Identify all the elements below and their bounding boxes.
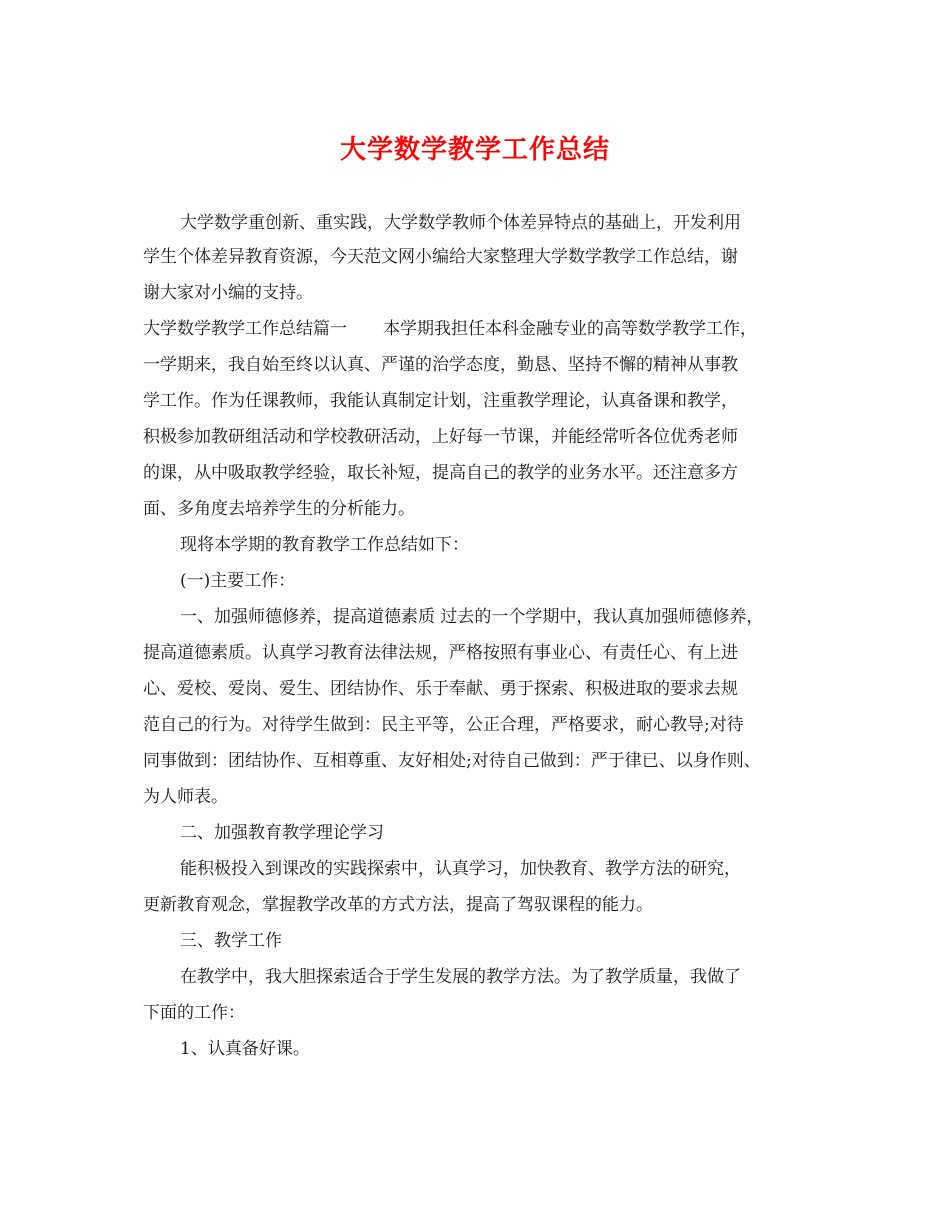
paragraph-line: 一、加强师德修养，提高道德素质 过去的一个学期中，我认真加强师德修养， (180, 607, 764, 627)
paragraph-line: 更新教育观念，掌握教学改革的方式方法，提高了驾驭课程的能力。 (143, 895, 653, 915)
paragraph-line: 同事做到：团结协作、互相尊重、友好相处;对待自己做到：严于律已、以身作则、 (143, 751, 761, 771)
section-heading: 大学数学教学工作总结篇一 (143, 319, 347, 339)
subheading-line: (一)主要工作： (180, 571, 296, 591)
paragraph-line: 的课，从中吸取教学经验，取长补短，提高自己的教学的业务水平。还注意多方 (143, 463, 738, 483)
subheading-line: 三、教学工作 (180, 931, 282, 951)
paragraph-line: 下面的工作： (143, 1003, 245, 1023)
paragraph-line: 提高道德素质。认真学习教育法律法规，严格按照有事业心、有责任心、有上进 (143, 643, 738, 663)
paragraph-line: 学工作。作为任课教师，我能认真制定计划，注重教学理论，认真备课和教学， (143, 391, 738, 411)
paragraph-line: 在教学中，我大胆探索适合于学生发展的教学方法。为了教学质量，我做了 (180, 967, 741, 987)
paragraph-line: 能积极投入到课改的实践探索中，认真学习，加快教育、教学方法的研究， (180, 859, 741, 879)
subheading-line: 二、加强教育教学理论学习 (180, 823, 384, 843)
list-item: 1、认真备好课。 (180, 1039, 310, 1059)
paragraph-line: 现将本学期的教育教学工作总结如下： (180, 535, 469, 555)
document-title: 大学数学教学工作总结 (339, 135, 610, 165)
paragraph-line: 为人师表。 (143, 787, 228, 807)
paragraph-line: 范自己的行为。对待学生做到：民主平等，公正合理，严格要求，耐心教导;对待 (143, 715, 744, 735)
paragraph-line: 面、多角度去培养学生的分析能力。 (143, 499, 415, 519)
section-heading-line (143, 316, 757, 342)
paragraph-line: 积极参加教研组活动和学校教研活动，上好每一节课，并能经常听各位优秀老师 (143, 427, 738, 447)
paragraph-line: 一学期来，我自始至终以认真、严谨的治学态度，勤恳、坚持不懈的精神从事教 (143, 355, 738, 375)
paragraph-line: 大学数学重创新、重实践，大学数学教师个体差异特点的基础上，开发利用 (180, 213, 741, 233)
paragraph-text: 本学期我担任本科金融专业的高等数学教学工作， (383, 319, 757, 339)
paragraph-line: 学生个体差异教育资源，今天范文网小编给大家整理大学数学教学工作总结，谢 (143, 247, 738, 267)
paragraph-line: 心、爱校、爱岗、爱生、团结协作、乐于奉献、勇于探索、积极进取的要求去规 (143, 679, 738, 699)
paragraph-line: 谢大家对小编的支持。 (143, 283, 313, 303)
